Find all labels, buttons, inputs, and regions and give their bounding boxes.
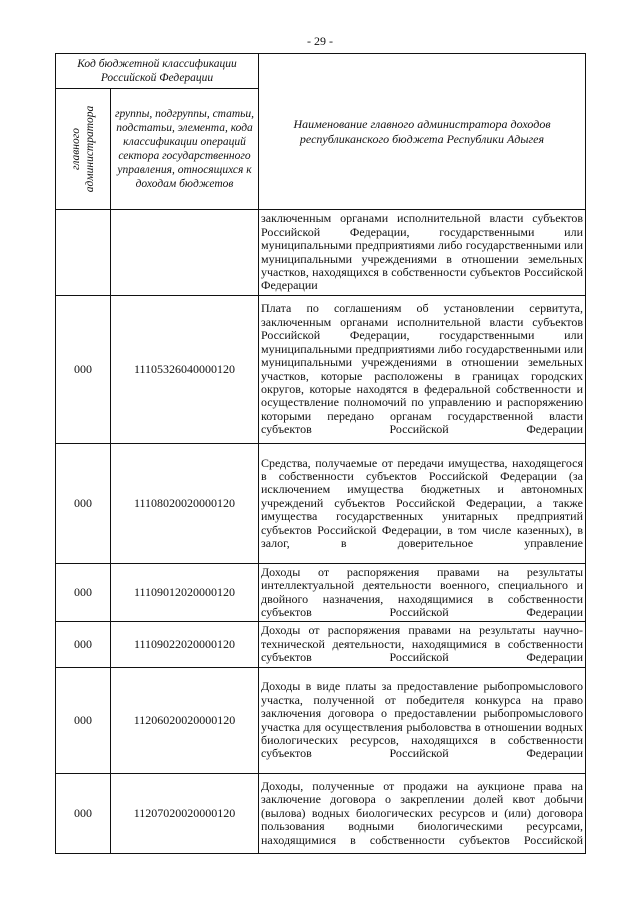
- table-row: [56, 774, 586, 854]
- table-row: [56, 296, 586, 444]
- revenue-name-cell: Доходы от распоряжения правами на результаты научно-технической деятельности, находящимися в собственности субъектов Российской Федерации: [259, 622, 586, 668]
- table-row: [56, 564, 586, 622]
- admin-code-cell: 000: [56, 622, 111, 668]
- classification-code-cell: 11108020020000120: [111, 444, 259, 564]
- budget-classification-table: [55, 53, 586, 854]
- admin-code-cell: 000: [56, 668, 111, 774]
- revenue-name-cell: Доходы в виде платы за предоставление рыбопромыслового участка, полученной от победителя конкурса на право заключения договора о предоставлении рыбопромыслового участка для осуществления рыболовства в отношении водных биологических ресурсов, находящихся в собственности субъектов Российской Федерации: [259, 668, 586, 774]
- classification-code-cell: 11105326040000120: [111, 296, 259, 444]
- table-row: [56, 210, 586, 296]
- classification-code-cell: 11206020020000120: [111, 668, 259, 774]
- admin-code-cell: 000: [56, 444, 111, 564]
- header-code-group: Код бюджетной классификации Российской Федерации: [56, 54, 259, 89]
- revenue-name-cell: Плата по соглашениям об установлении сервитута, заключенным органами исполнительной власти субъектов Российской Федерации, государственными или муниципальными предприятиями либо государственными или муниципальными учреждениями в отношении земельных участков, которые расположены в границах городских округов, которые находятся в федеральной собственности и осуществление полномочий по управлению и распоряжению которыми передано органам государственной власти субъектов Российской Федерации: [259, 296, 586, 444]
- classification-code-cell: 11109022020000120: [111, 622, 259, 668]
- table-row: [56, 622, 586, 668]
- admin-code-cell: [56, 210, 111, 296]
- admin-code-cell: 000: [56, 564, 111, 622]
- classification-code-cell: 11109012020000120: [111, 564, 259, 622]
- header-name-column: Наименование главного администратора доходов республиканского бюджета Республики Адыгея: [259, 54, 586, 210]
- admin-code-cell: 000: [56, 774, 111, 854]
- header-code-column: группы, подгруппы, статьи, подстатьи, элемента, кода классификации операций сектора государственного управления, относящихся к доходам бюджетов: [111, 89, 259, 210]
- classification-code-cell: [111, 210, 259, 296]
- admin-code-cell: 000: [56, 296, 111, 444]
- revenue-name-cell: Доходы от распоряжения правами на результаты интеллектуальной деятельности военного, специального и двойного назначения, находящимися в собственности субъектов Российской Федерации: [259, 564, 586, 622]
- header-admin-column: [56, 89, 111, 210]
- table-row: [56, 444, 586, 564]
- header-admin-label: главного администратора: [70, 105, 96, 193]
- page-number: - 29 -: [307, 34, 333, 48]
- classification-code-cell: 11207020020000120: [111, 774, 259, 854]
- table-header-row: [56, 54, 586, 89]
- table-row: [56, 668, 586, 774]
- revenue-name-cell: заключенным органами исполнительной власти субъектов Российской Федерации, государственными или муниципальными предприятиями либо государственными или муниципальными учреждениями в отношении земельных участков, находящихся в собственности субъектов Российской Федерации: [259, 210, 586, 296]
- revenue-name-cell: Средства, получаемые от передачи имущества, находящегося в собственности субъектов Российской Федерации (за исключением имущества бюджетных и автономных учреждений субъектов Российской Федерации, а также имущества государственных унитарных предприятий субъектов Российской Федерации, в том числе казенных), в залог, в доверительное управление: [259, 444, 586, 564]
- revenue-name-cell: Доходы, полученные от продажи на аукционе права на заключение договора о закреплении долей квот добычи (вылова) водных биологических ресурсов и (или) договора пользования водными биологическими ресурсами, находящимися в собственности субъектов Российской: [259, 774, 586, 854]
